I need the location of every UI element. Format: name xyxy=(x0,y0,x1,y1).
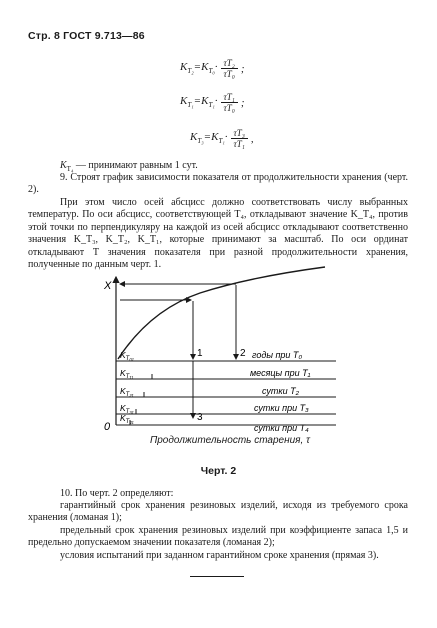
svg-text:KT₄₁: $K_{T_{41}}$ xyxy=(120,413,134,425)
formula-1: $K_{T_2}=K_{T_0}\cdot$ $\frac{\text{τT₂}}{\text{τT₀}}$ ; xyxy=(180,58,245,79)
svg-text:годы при T₀: годы при T₀ xyxy=(252,350,303,360)
formula-3: $K_{T_3}=K_{T_1}\cdot$ $\frac{\text{τT₃}}{\text{τT₁}}$ , xyxy=(190,128,254,149)
svg-text:KT₃₁: $K_{T_{31}}$ xyxy=(120,403,134,415)
line-label-2: 2 xyxy=(240,348,246,359)
svg-text:сутки при T₄: сутки при T₄ xyxy=(254,423,309,433)
svg-text:KT₂₁: $K_{T_{21}}$ xyxy=(120,386,134,398)
paragraph-main: При этом число осей абсцисс должно соответствовать числу выбранных температур. По оси абсцисс, соответствующей T₄, откладывают значение K_T₄, против этой точки по перпендикуляру на каждой из осей абсцисс откладывают соответственно значения K_T₃, K_T₂, K_T₁, которые принимают за масштаб. По оси ординат откладывают T значения показателя при разной продолжительности хранения, полученные по данным черт. 1. xyxy=(28,197,408,271)
svg-text:KT₁₁: $K_{T_{11}}$ xyxy=(120,368,134,380)
list-item-1: гарантийный срок хранения резиновых изделий, исходя из требуемого срока хранения (ломаная 1); xyxy=(28,500,408,524)
svg-text:сутки T₂: сутки T₂ xyxy=(262,386,300,396)
storage-diagram xyxy=(0,255,437,435)
list-item-3: условия испытаний при заданном гарантийном сроке хранения (прямая 3). xyxy=(60,550,379,561)
figure-label: Черт. 2 xyxy=(200,465,237,477)
line-label-3: 3 xyxy=(197,412,203,423)
paragraph-10: 10. По черт. 2 определяют: xyxy=(60,488,174,499)
abscissa-axis-0 xyxy=(116,350,336,362)
kt4-note: $K_{T_4}$ — принимают равным 1 сут. xyxy=(60,160,198,173)
list-item-2: предельный срок хранения резиновых изделий при коэффициенте запаса 1,5 и предельно допускаемом значении показателя (ломаная 2); xyxy=(28,525,408,549)
line-label-1: 1 xyxy=(197,348,203,359)
aging-curve xyxy=(118,267,325,359)
diagram-caption: Продолжительность старения, τ xyxy=(150,435,310,446)
abscissa-axis-3 xyxy=(116,403,336,415)
svg-text:сутки при T₃: сутки при T₃ xyxy=(254,403,309,413)
formula-2: $K_{T_1}=K_{T_1}\cdot$ $\frac{\text{τT₁}}{\text{τT₀}}$ ; xyxy=(180,92,245,113)
paragraph-9: 9. Строят график зависимости показателя от продолжительности хранения (черт. 2). xyxy=(28,172,408,196)
y-axis-label: X xyxy=(104,280,112,292)
abscissa-axis-4 xyxy=(116,413,336,433)
page-header: Стр. 8 ГОСТ 9.713—86 xyxy=(28,30,145,42)
abscissa-axis-1 xyxy=(116,368,336,380)
abscissa-axis-2 xyxy=(116,386,336,398)
origin-label: 0 xyxy=(104,421,111,433)
svg-text:месяцы при T₁: месяцы при T₁ xyxy=(250,368,311,378)
svg-text:KT₀₁: $K_{T_{01}}$ xyxy=(120,350,134,362)
end-rule xyxy=(190,576,244,577)
